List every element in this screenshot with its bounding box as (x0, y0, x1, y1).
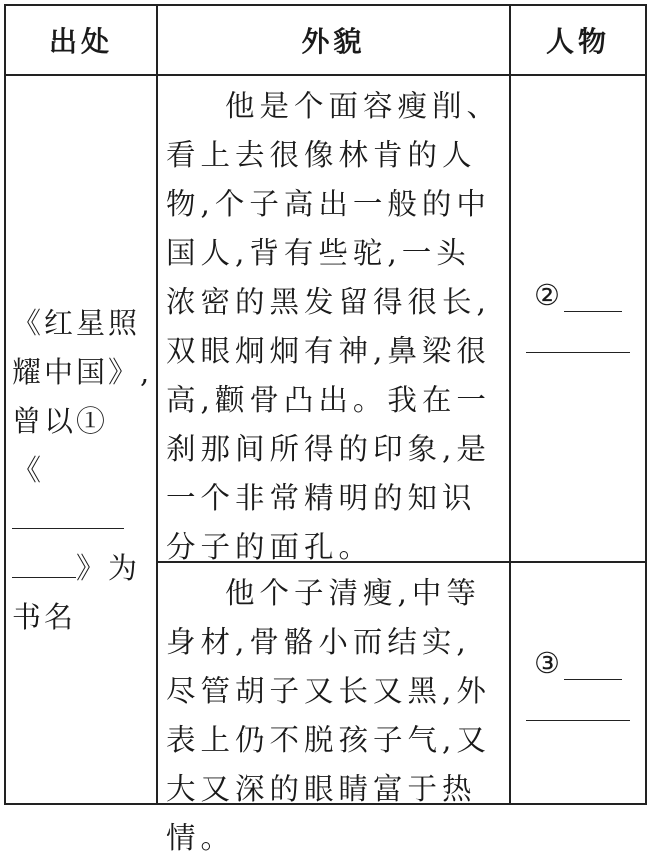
source-line-4 (12, 446, 154, 544)
source-line-6: 书名 (12, 600, 77, 634)
column-divider-1 (156, 6, 158, 803)
description-2: 他个子清瘦,中等身材,骨骼小而结实,尽管胡子又长又黑,外表上仍不脱孩子气,又大又深的眼睛富于热情。 (166, 576, 491, 855)
source-line-5 (12, 544, 154, 593)
answer-blank-2b[interactable] (526, 680, 630, 721)
answer-blank-1a[interactable] (564, 285, 622, 312)
answer-marker-2: ③ (534, 646, 560, 680)
close-quote: 》为 (76, 551, 141, 585)
header-person: 人物 (545, 25, 610, 58)
header-appearance: 外貌 (301, 25, 366, 58)
answer-blank-1b[interactable] (526, 312, 630, 353)
header-divider (6, 74, 645, 76)
source-line-1: 《红星照 (12, 306, 141, 340)
open-quote: 《 (12, 453, 45, 487)
book-title-blank-2[interactable] (12, 547, 76, 578)
info-table (4, 4, 647, 855)
answer-cell-1 (511, 278, 645, 353)
source-line-3: 曾以① (12, 404, 109, 438)
source-line-2: 耀中国》, (12, 355, 153, 389)
answer-marker-1: ② (534, 278, 560, 312)
answer-cell-2 (511, 646, 645, 721)
source-cell (12, 299, 154, 642)
book-title-blank-1[interactable] (12, 498, 124, 529)
description-1: 他是个面容瘦削、看上去很像林肯的人物,个子高出一般的中国人,背有些驼,一头浓密的黑发留得很长,双眼炯炯有神,鼻梁很高,颧骨凸出。我在一刹那间所得的印象,是一个非常精明的知识分子的面孔。 (166, 89, 502, 564)
header-source: 出处 (48, 25, 113, 58)
answer-blank-2a[interactable] (564, 653, 622, 680)
